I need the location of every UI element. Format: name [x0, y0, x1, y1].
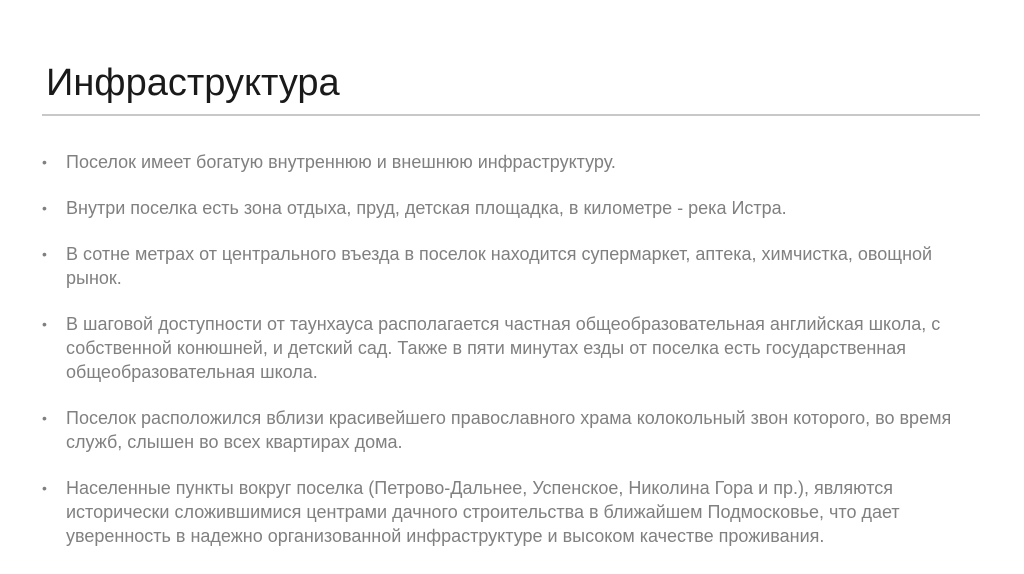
- bullet-icon: •: [42, 154, 47, 170]
- bullet-text: В шаговой доступности от таунхауса располагается частная общеобразовательная английская школа, с собственной конюшней, и детский сад. Также в пяти минутах езды от поселка есть государственная общеобразовательная школа.: [66, 314, 941, 382]
- bullet-item: [42, 150, 972, 174]
- bullet-text: В сотне метрах от центрального въезда в поселок находится супермаркет, аптека, химчистка, овощной рынок.: [66, 244, 933, 288]
- title-divider: [42, 114, 980, 116]
- bullet-icon: •: [42, 410, 47, 426]
- bullet-text: Поселок имеет богатую внутреннюю и внешнюю инфраструктуру.: [66, 152, 616, 172]
- bullet-list: [42, 150, 972, 570]
- slide-title: Инфраструктура: [46, 62, 340, 104]
- bullet-icon: •: [42, 200, 47, 216]
- bullet-text: Населенные пункты вокруг поселка (Петрово-Дальнее, Успенское, Николина Гора и пр.), являются исторически сложившимися центрами дачного строительства в ближайшем Подмосковье, что дает уверенность в надежно организованной инфраструктуре и высоком качестве проживания.: [66, 478, 900, 546]
- bullet-item: [42, 242, 972, 290]
- bullet-item: [42, 476, 972, 548]
- bullet-text: Внутри поселка есть зона отдыха, пруд, детская площадка, в километре - река Истра.: [66, 198, 787, 218]
- bullet-text: Поселок расположился вблизи красивейшего православного храма колокольный звон которого, во время служб, слышен во всех квартирах дома.: [66, 408, 952, 452]
- bullet-icon: •: [42, 246, 47, 262]
- bullet-icon: •: [42, 316, 47, 332]
- bullet-item: [42, 312, 972, 384]
- bullet-icon: •: [42, 480, 47, 496]
- bullet-item: [42, 196, 972, 220]
- bullet-item: [42, 406, 972, 454]
